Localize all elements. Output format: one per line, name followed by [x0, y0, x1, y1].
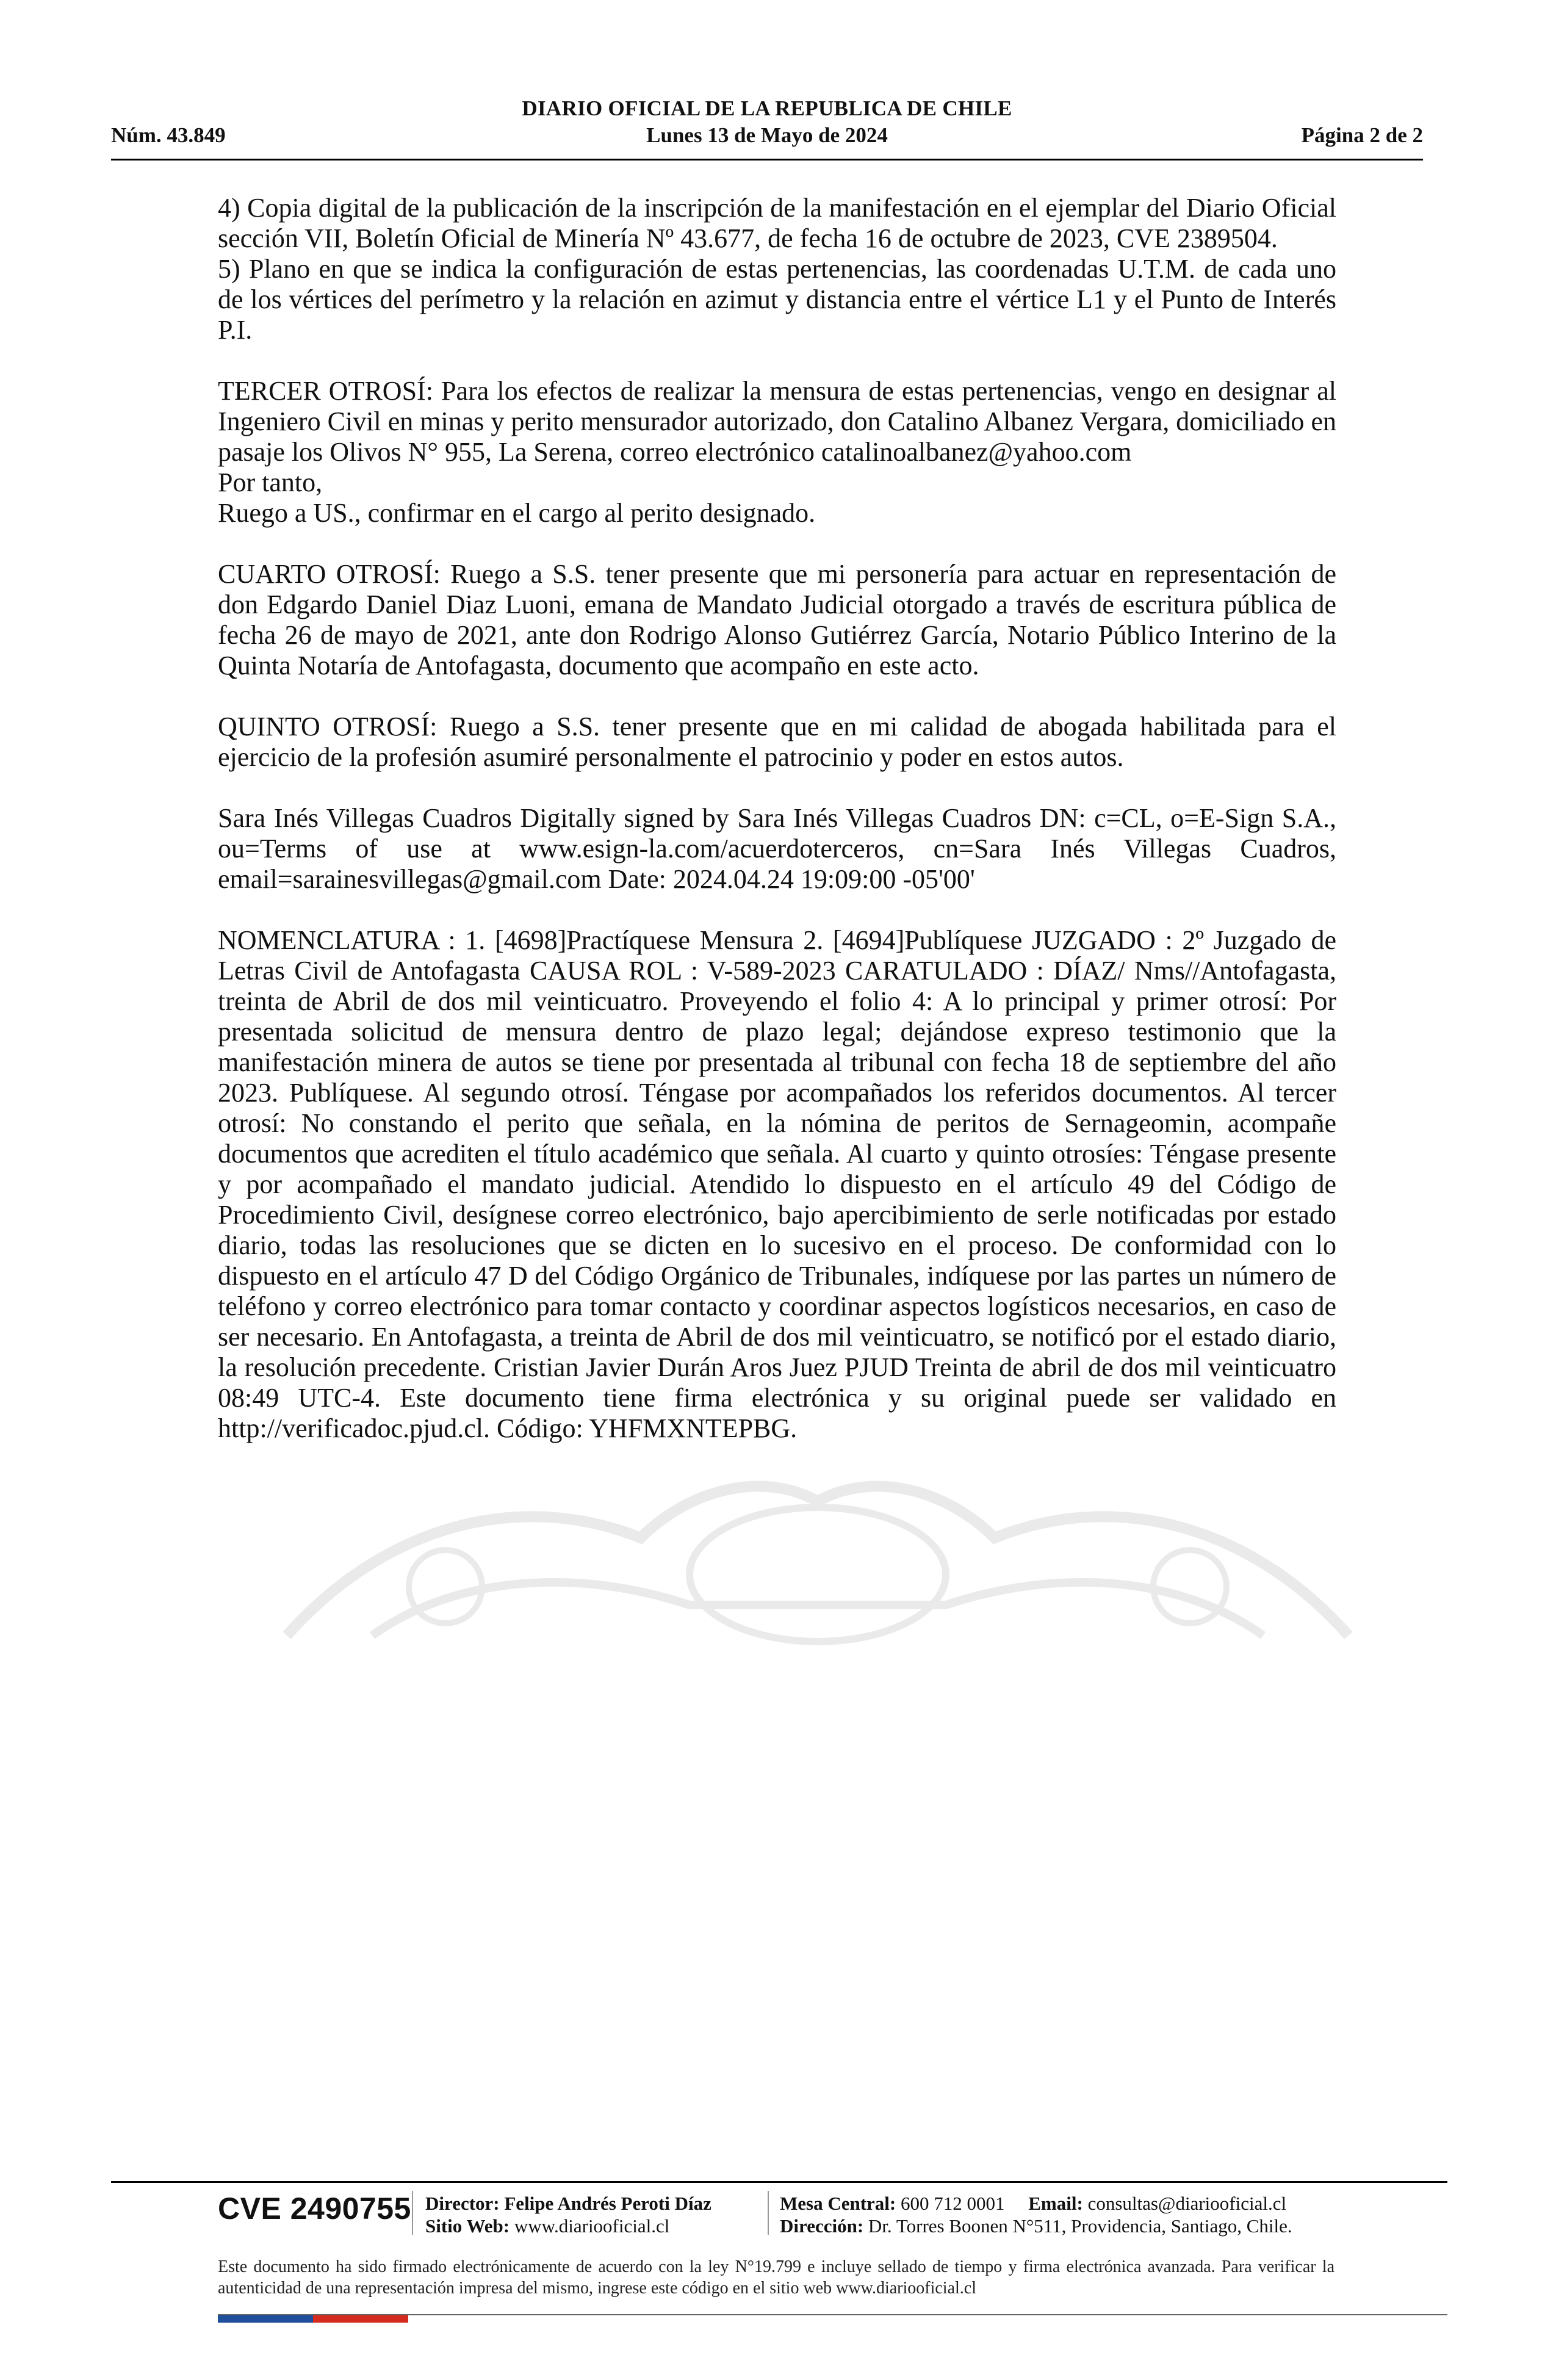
- footer-separator: [768, 2191, 769, 2235]
- page-header: [111, 92, 1423, 160]
- newspaper-title: DIARIO OFICIAL DE LA REPUBLICA DE CHILE: [522, 96, 1012, 120]
- document-body: [218, 193, 1336, 1474]
- website-label: Sitio Web:: [425, 2215, 510, 2237]
- email-label: Email:: [1028, 2193, 1083, 2214]
- footer-director-column: [425, 2192, 711, 2237]
- mesa-central-phone: 600 712 0001: [901, 2193, 1005, 2214]
- paragraph-por-tanto: Por tanto,: [218, 467, 323, 497]
- paragraph-ruego: Ruego a US., confirmar en el cargo al perito designado.: [218, 498, 816, 528]
- coat-of-arms-watermark: [262, 1452, 1373, 1660]
- page-number: Página 2 de 2: [1301, 123, 1423, 147]
- address-value: Dr. Torres Boonen N°511, Providencia, Santiago, Chile.: [868, 2215, 1292, 2237]
- flag-red-segment: [313, 2315, 408, 2323]
- issue-date: Lunes 13 de Mayo de 2024: [646, 123, 888, 147]
- email-link[interactable]: consultas@diariooficial.cl: [1087, 2193, 1287, 2214]
- director-label: Director:: [425, 2193, 500, 2214]
- address-label: Dirección:: [780, 2215, 864, 2237]
- cve-code: CVE 2490755: [218, 2191, 411, 2226]
- paragraph-quinto-otrosi: QUINTO OTROSÍ: Ruego a S.S. tener presente que en mi calidad de abogada habilitada para el ejercicio de la profesión asumiré personalmente el patrocinio y poder en estos autos.: [218, 712, 1336, 772]
- paragraph-cuarto-otrosi: CUARTO OTROSÍ: Ruego a S.S. tener presente que mi personería para actuar en representación de don Edgardo Daniel Diaz Luoni, emana de Mandato Judicial otorgado a través de escritura pública de fecha 26 de mayo de 2021, ante don Rodrigo Alonso Gutiérrez García, Notario Público Interino de la Quinta Notaría de Antofagasta, documento que acompaño en este acto.: [218, 559, 1336, 680]
- footer-divider: [111, 2181, 1447, 2183]
- website-link[interactable]: www.diariooficial.cl: [514, 2215, 670, 2237]
- mesa-central-label: Mesa Central:: [780, 2193, 896, 2214]
- paragraph-digital-signature: Sara Inés Villegas Cuadros Digitally signed by Sara Inés Villegas Cuadros DN: c=CL, o=E-Sign S.A., ou=Terms of use at www.esign-la.com/acuerdoterceros, cn=Sara Inés Villegas Cuadros, email=sarainesvillegas@gmail.com Date: 2024.04.24 19:09:00 -05'00': [218, 803, 1336, 894]
- paragraph-nomenclatura: NOMENCLATURA : 1. [4698]Practíquese Mensura 2. [4694]Publíquese JUZGADO : 2º Juzgado de Letras Civil de Antofagasta CAUSA ROL : V-589-2023 CARATULADO : DÍAZ/ Nms//Antofagasta, treinta de Abril de dos mil veinticuatro. Proveyendo el folio 4: A lo principal y primer otrosí: Por presentada solicitud de mensura dentro de plazo legal; dejándose expreso testimonio que la manifestación minera de autos se tiene por presentada al tribunal con fecha 18 de septiembre del año 2023. Publíquese. Al segundo otrosí. Téngase por acompañados los referidos documentos. Al tercer otrosí: No constando el perito que señala, en la nómina de peritos de Sernageomin, acompañe documentos que acrediten el título académico que señala. Al cuarto y quinto otrosíes: Téngase presente y por acompañado el mandato judicial. Atendido lo dispuesto en el artículo 49 del Código de Procedimiento Civil, desígnese correo electrónico, bajo apercibimiento de serle notificadas por estado diario, todas las resoluciones que se dicten en lo sucesivo en el proceso. De conformidad con lo dispuesto en el artículo 47 D del Código Orgánico de Tribunales, indíquese por las partes un número de teléfono y correo electrónico para tomar contacto y coordinar aspectos logísticos necesarios, en caso de ser necesario. En Antofagasta, a treinta de Abril de dos mil veinticuatro, se notificó por el estado diario, la resolución precedente. Cristian Javier Durán Aros Juez PJUD Treinta de abril de dos mil veinticuatro 08:49 UTC-4. Este documento tiene firma electrónica y su original puede ser validado en http://verificadoc.pjud.cl. Código: YHFMXNTEPBG.: [218, 925, 1336, 1443]
- flag-blue-segment: [218, 2315, 313, 2323]
- legal-notice: Este documento ha sido firmado electrónicamente de acuerdo con la ley N°19.799 e incluye sellado de tiempo y firma electrónica avanzada. Para verificar la autenticidad de una representación impresa del mismo, ingrese este código en el sitio web www.diariooficial.cl: [218, 2257, 1334, 2298]
- footer-contact-column: [780, 2192, 1292, 2237]
- director-name: Felipe Andrés Peroti Díaz: [504, 2193, 711, 2214]
- footer-separator: [412, 2191, 413, 2235]
- paragraph-item-4: 4) Copia digital de la publicación de la inscripción de la manifestación en el ejemplar del Diario Oficial sección VII, Boletín Oficial de Minería Nº 43.677, de fecha 16 de octubre de 2023, CVE 2389504.: [218, 193, 1336, 253]
- issue-number: Núm. 43.849: [111, 123, 226, 147]
- paragraph-tercer-otrosi: TERCER OTROSÍ: Para los efectos de realizar la mensura de estas pertenencias, vengo en designar al Ingeniero Civil en minas y perito mensurador autorizado, don Catalino Albanez Vergara, domiciliado en pasaje los Olivos N° 955, La Serena, correo electrónico catalinoalbanez@yahoo.com: [218, 376, 1336, 467]
- flag-color-bar: [218, 2315, 408, 2323]
- paragraph-item-5: 5) Plano en que se indica la configuración de estas pertenencias, las coordenadas U.T.M. de cada uno de los vértices del perímetro y la relación en azimut y distancia entre el vértice L1 y el Punto de Interés P.I.: [218, 254, 1336, 345]
